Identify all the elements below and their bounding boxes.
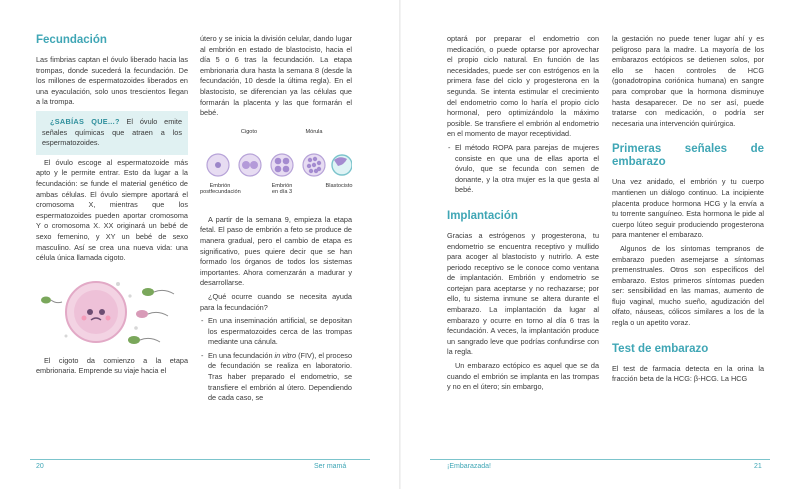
paragraph: Algunos de los síntomas tempranos de embarazo pueden asemejarse a síntomas premenstruales. Otros son específicos del embarazo. Estos primeros síntomas pueden ser: sensibilidad en las mamas, aumento de flujo vaginal, mucho sueño, agudización del olfato, náuseas, cólicos similares a los de la regla o un apetito voraz.: [612, 243, 764, 328]
list-item-text: En una fecundación: [208, 350, 275, 360]
egg-and-sperm-illustration: [36, 270, 186, 350]
paragraph: la gestación no puede tener lugar ahí y es peligroso para la madre. La mayoría de los embarazos ectópicos se detienen solos, por ello se hacen controles de HCG (gonadotropina coriónica humana) en sangre para comprobar que la hormona disminuye hasta desaparecer. De no ser así, puede tratarse con medicación, o podría ser necesaria una intervención quirúrgica.: [612, 34, 764, 128]
list-item: - El método ROPA para parejas de mujeres consiste en que una de ellas aporta el óvulo, que se fecunda con semen de donante, y la otra mujer es la que gesta al bebé.: [447, 143, 599, 196]
paragraph: Un embarazo ectópico es aquel que se da cuando el embrión se implanta en las trompas y no en el útero; sin embargo,: [447, 361, 599, 392]
blastocyst-cell: [332, 155, 352, 175]
right-page-column-2: [612, 34, 764, 388]
list-item: [200, 351, 352, 404]
list-item-text: (FIV), el proceso de fecundación se realiza en laboratorio. Tras haber preparado el endometrio, se transfiere el embrión al útero. Dependiendo de cada caso, se: [208, 350, 353, 403]
left-running-title: Ser mamá: [314, 463, 347, 470]
label-embrion-postfecundacion: Embrión postfecundación: [200, 182, 241, 196]
paragraph: Una vez anidado, el embrión y tu cuerpo mantienen un diálogo continuo. La incipiente placenta produce hormona HCG y la envía a tu torrente sanguíneo. Esta hormona le pide al cuerpo lúteo seguir produciendo progesterona para mantener el embarazo.: [612, 177, 764, 240]
assisted-fertilization-list: [200, 316, 352, 404]
label-blastocisto: Blastocisto: [325, 182, 353, 189]
ropa-list: [447, 143, 599, 196]
paragraph: ¿Qué ocurre cuando se necesita ayuda para la fecundación?: [200, 291, 352, 312]
embryo-development-figure: [200, 127, 352, 205]
paragraph: útero y se inicia la división celular, dando lugar al embrión en estado de blastocisto, hacia el día 5 o 6 tras la fecundación. La etapa embrionaria dura hasta la semana 8 (desde la fecundación, 10 desde la última regla). En el blastocisto, se diferencian ya las células que formarán la placenta y las que formarán el bebé.: [200, 34, 352, 118]
paragraph: Gracias a estrógenos y progesterona, tu endometrio se encuentra receptivo y mullido para acoger al blastocisto y nutrirlo. A este periodo receptivo se le conoce como ventana de implantación. Embrión y endometrio se cortejan para aceptarse y no rechazarse; por ello, tu sistema inmune se altera durante el embarazo. La implantación da lugar al embarazo y ocurre en torno al día 6 tras la fecundación. A veces, la implantación produce un sangrado leve que podrías confundirse con la regla.: [447, 230, 599, 357]
right-page-number: 21: [754, 463, 762, 470]
heading-fecundacion: Fecundación: [36, 34, 107, 46]
left-page-number: 20: [36, 463, 44, 470]
cigoto-cell: [207, 154, 229, 176]
cigoto-postfertilization-cell: [239, 154, 261, 176]
did-you-know-text: El óvulo emite señales químicas que atraen a los espermatozoides.: [42, 116, 183, 148]
right-running-title: ¡Embarazada!: [447, 463, 491, 470]
paragraph: Las fimbrias captan el óvulo liberado hacia las trompas, donde sucederá la fecundación. De los millones de espermatozoides liberados en una eyaculación, solo unos trescientos llegan a la trompa.: [36, 55, 188, 107]
left-page-column-2: [200, 34, 352, 407]
right-footer-rule: [430, 459, 770, 460]
label-cigoto: Cigoto: [240, 128, 258, 135]
heading-implantacion: Implantación: [447, 209, 518, 222]
left-footer-rule: [30, 459, 370, 460]
paragraph: A partir de la semana 9, empieza la etapa fetal. El paso de embrión a feto se produce de manera gradual, pero el cambio de etapa es significativo, pues quiere decir que se han formado los órganos de todos los sistemas importantes. Ahora comenzarán a madurar y desarrollarse.: [200, 214, 352, 288]
label-embrion-dia3: Embrión en día 3: [271, 182, 293, 196]
label-morula: Mórula: [305, 128, 323, 135]
did-you-know-box: [36, 111, 188, 155]
right-page-column-1: [447, 34, 599, 396]
book-gutter: [399, 0, 401, 489]
paragraph: optará por preparar el endometrio con medicación, o puede optarse por aprovechar el propio ciclo natural. En función de las necesidades, puede ser con estrógenos en la primera fase del ciclo y progesterona en la segunda. Se intenta estimular el crecimiento del endometrio como lo haría el propio ciclo hormonal, pero optimizándolo la máximo posible. Se transfiere el embrión al endometrio en el momento de mayor receptividad.: [447, 34, 599, 139]
morula-cell: [303, 154, 325, 176]
paragraph: El óvulo escoge al espermatozoide más apto y le permite entrar. Esto da lugar a la fecundación: se funde el material genético de ambas células. El óvulo siempre aportará el cromosoma X, mientras que los espermatozoides pueden aportar cromosoma Y o cromosoma X. XX originará un bebé de sexo femenino, y XY un bebé de sexo masculino. Así se crea una nueva vida: una célula única llamada cigoto.: [36, 157, 188, 263]
heading-test-embarazo: Test de embarazo: [612, 342, 709, 355]
heading-primeras-senales: Primeras señales de embarazo: [612, 143, 764, 169]
embryo-day3-cell: [271, 154, 293, 176]
list-item-emphasis: in vitro: [274, 350, 297, 360]
did-you-know-lead: ¿SABÍAS QUE...?: [50, 116, 120, 126]
list-item: - En una inseminación artificial, se depositan los espermatozoides cerca de las trompas mediante una cánula.: [200, 316, 352, 348]
paragraph: El test de farmacia detecta en la orina la fracción beta de la HCG: β-HCG. La HCG: [612, 363, 764, 384]
paragraph: El cigoto da comienzo a la etapa embrionaria. Emprende su viaje hacia el: [36, 355, 188, 376]
left-page-column-1: [36, 34, 188, 380]
